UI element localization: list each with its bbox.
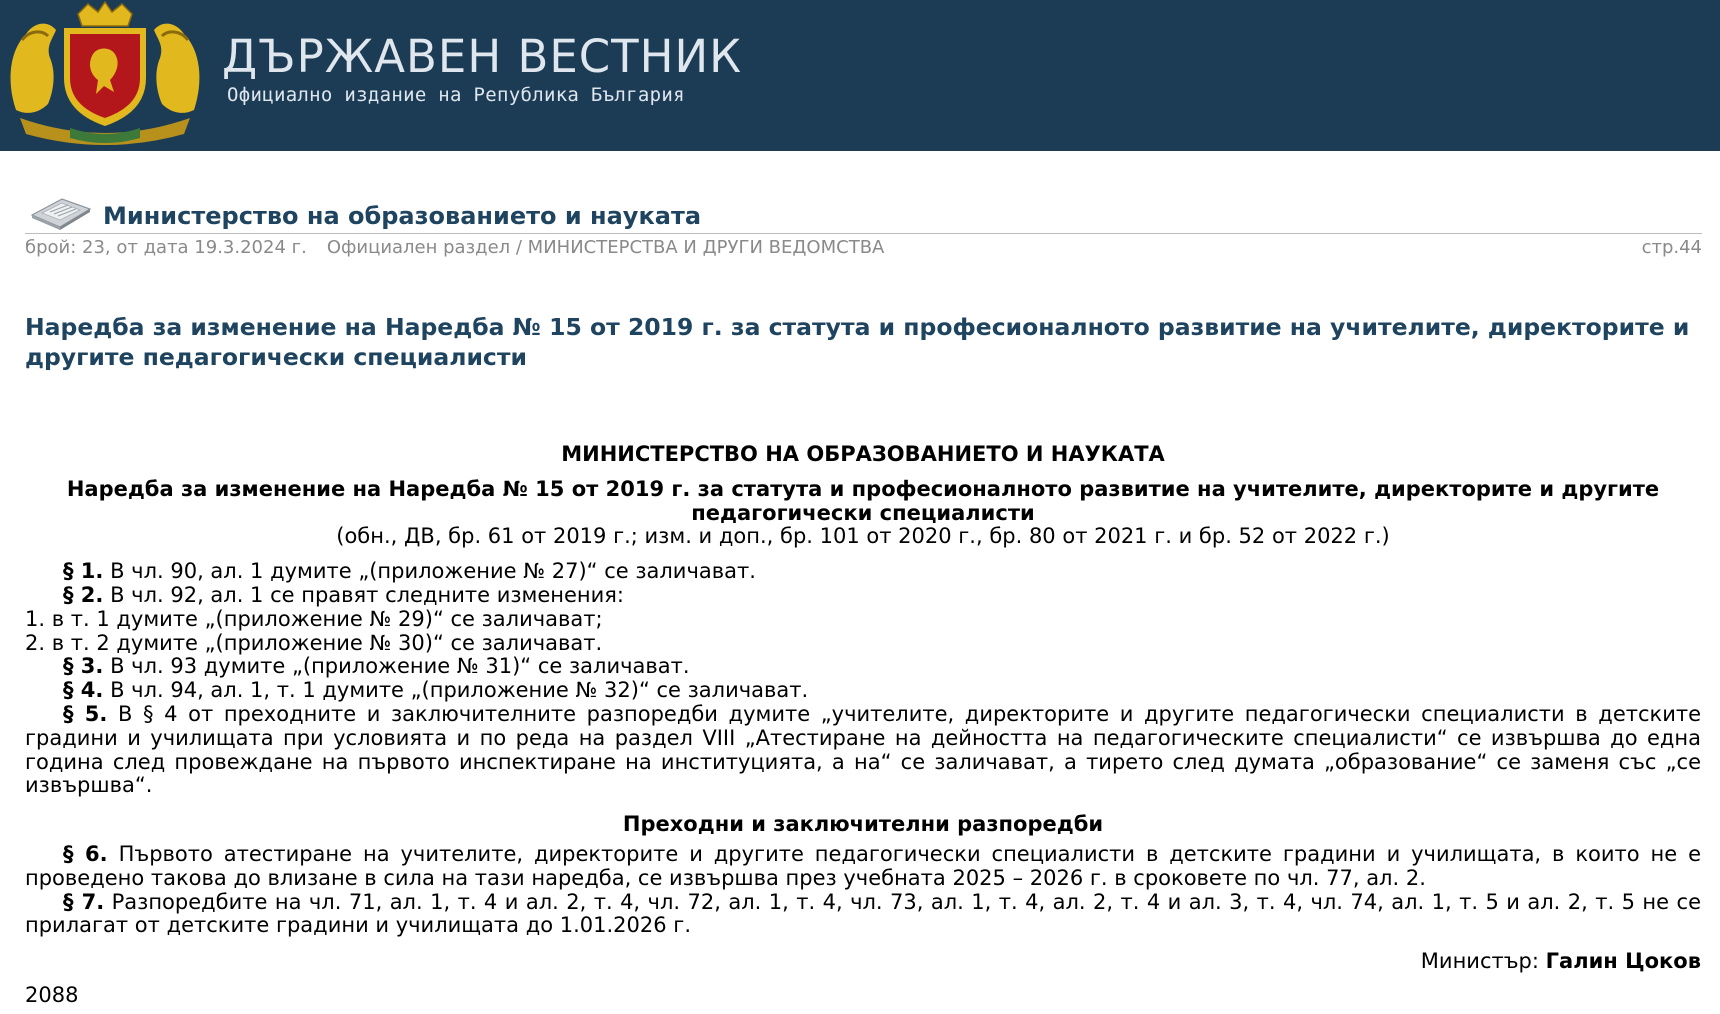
masthead-banner — [0, 0, 1720, 151]
paragraph-number: § 2. — [63, 582, 104, 607]
transitional-heading: Преходни и заключителни разпоредби — [622, 812, 1104, 837]
paragraph-number: § 7. — [63, 889, 105, 914]
ministry-name[interactable]: Министерство на образованието и науката — [103, 202, 702, 230]
paragraph-5 — [25, 703, 1701, 798]
document-body — [25, 443, 1701, 974]
paragraph-number: § 4. — [63, 678, 104, 703]
paragraph-text: В чл. 90, ал. 1 думите „(приложение № 27)“ се заличават. — [103, 559, 756, 584]
paragraph-text: В чл. 93 думите „(приложение № 31)“ се заличават. — [103, 654, 690, 679]
signature — [25, 950, 1701, 974]
issue-meta — [25, 237, 1702, 258]
document-number: 2088 — [25, 983, 79, 1007]
publication-note: (обн., ДВ, бр. 61 от 2019 г.; изм. и доп., бр. 101 от 2020 г., бр. 80 от 2021 г. и бр. 52 от 2022 г.) — [336, 524, 1390, 549]
paragraph-number: § 1. — [63, 559, 104, 584]
issue-info: брой: 23, от дата 19.3.2024 г. — [25, 237, 307, 258]
regulation-title: Наредба за изменение на Наредба № 15 от 2019 г. за статута и професионалното развитие на учителите, директорите и другите педагогически специалисти — [66, 476, 1660, 525]
paragraph-text: В чл. 94, ал. 1, т. 1 думите „(приложение № 32)“ се заличават. — [103, 678, 809, 703]
page-number: стр.44 — [1641, 237, 1702, 258]
newspaper-icon — [28, 193, 94, 231]
paragraph-text: Разпоредбите на чл. 71, ал. 1, т. 4 и ал. 2, т. 4, чл. 72, ал. 1, т. 4, чл. 73, ал. 1, т. 4, ал. 2, т. 4 и ал. 3, т. 4, чл. 74, ал. 1, т. 5 и ал. 2, т. 5 не се прилагат от детските градини и училищата до 1.01.2026 г. — [25, 889, 1701, 938]
paragraph-4 — [25, 679, 1701, 703]
masthead-subtitle: Официално издание на Република България — [227, 84, 685, 106]
signature-name: Галин Цоков — [1545, 949, 1701, 974]
issuer-heading: МИНИСТЕРСТВО НА ОБРАЗОВАНИЕТО И НАУКАТА — [561, 442, 1165, 466]
paragraph-2 — [25, 584, 1701, 608]
paragraph-7 — [25, 891, 1701, 939]
paragraph-text: В чл. 92, ал. 1 се правят следните изменения: — [103, 582, 625, 607]
paragraph-number: § 3. — [63, 654, 104, 679]
masthead-title: ДЪРЖАВЕН ВЕСТНИК — [222, 30, 743, 83]
list-item: 2. в т. 2 думите „(приложение № 30)“ се заличават. — [25, 630, 603, 655]
paragraph-3 — [25, 655, 1701, 679]
signature-label: Министър: — [1420, 949, 1546, 974]
section-breadcrumb: Официален раздел / МИНИСТЕРСТВА И ДРУГИ ВЕДОМСТВА — [326, 237, 885, 258]
paragraph-number: § 6. — [63, 841, 108, 866]
coat-of-arms-logo[interactable] — [0, 0, 210, 150]
list-item: 1. в т. 1 думите „(приложение № 29)“ се заличават; — [25, 606, 603, 631]
ministry-row — [25, 193, 1702, 234]
document-heading: Наредба за изменение на Наредба № 15 от 2019 г. за статута и професионалното развитие на учителите, директорите и другите педагогически специалисти — [25, 313, 1690, 371]
paragraph-text: Първото атестиране на учителите, директорите и другите педагогически специалисти в детските градини и училищата, в които не е проведено такова до влизане в сила на тази наредба, се извършва през учебната 2025 – 2026 г. в сроковете по чл. 77, ал. 2. — [25, 841, 1702, 890]
paragraph-number: § 5. — [63, 701, 108, 726]
paragraph-1 — [25, 560, 1701, 584]
paragraph-6 — [25, 843, 1701, 891]
paragraph-text: В § 4 от преходните и заключителните разпоредби думите „учителите, директорите и другите педагогически специалисти в детските градини и училищата при условията и по реда на раздел VIII „Атестиране на дейността на педагогическите специалисти“ се извършва до една година след провеждане на първото инспектиране на институцията, а на“ се заличават, а тирето след думата „образование“ се заменя със „се извършва“. — [25, 701, 1701, 798]
